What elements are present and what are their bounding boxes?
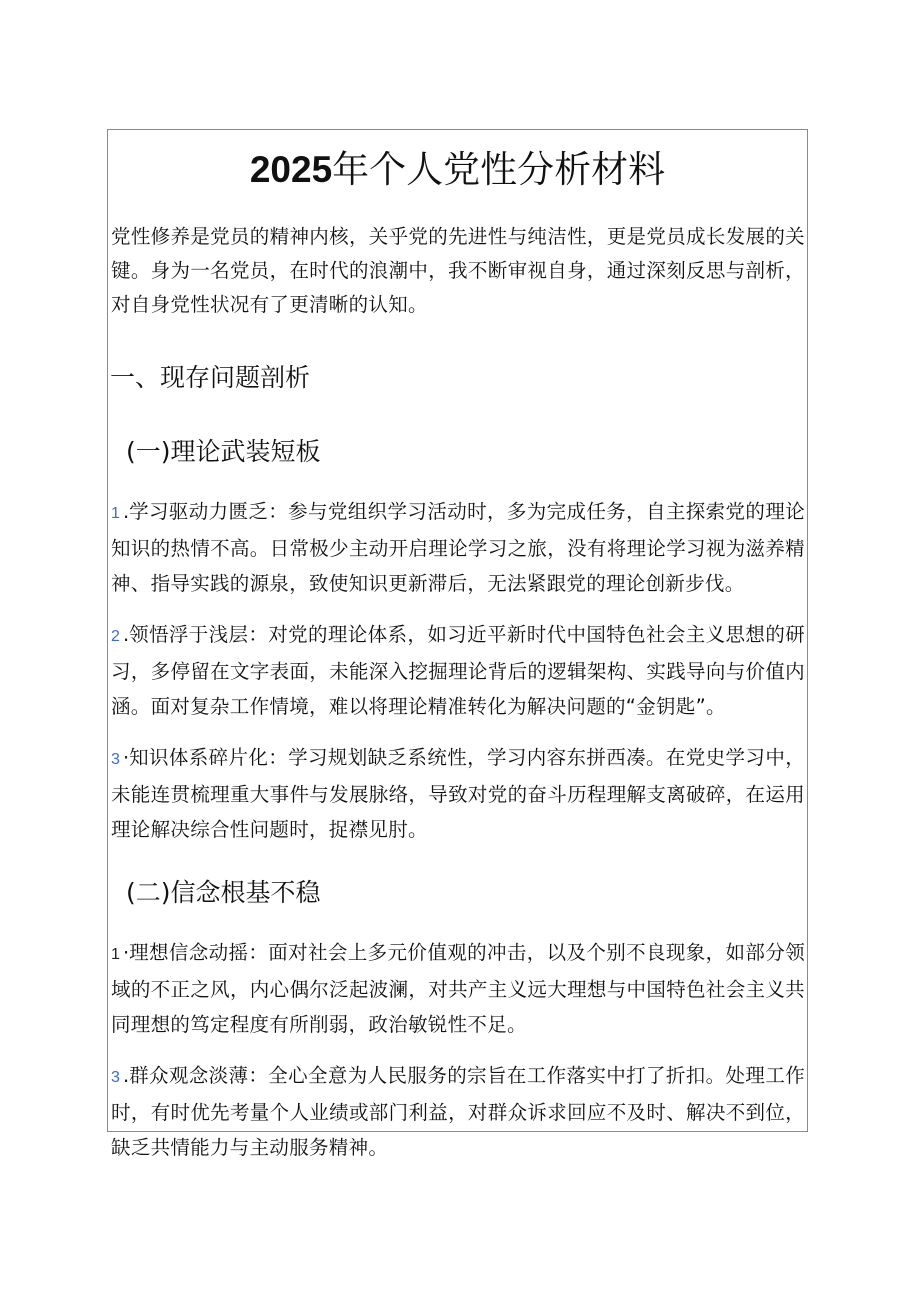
item-separator: · [123,746,130,769]
item-text: 领悟浮于浅层：对党的理论体系，如习近平新时代中国特色社会主义思想的研习，多停留在文字表面，未能深入挖掘理论背后的逻辑架构、实践导向与价值内涵。面对复杂工作情境，难以将理论精准转化为解决问题的“金钥匙”。 [111,623,805,718]
subsection-heading-theory: (一)理论武装短板 [126,437,321,466]
list-item [108,617,807,724]
subsection-heading-belief: (二)信念根基不稳 [126,878,321,907]
list-item [108,1058,807,1165]
item-text: 知识体系碎片化：学习规划缺乏系统性，学习内容东拼西凑。在党史学习中，未能连贯梳理重大事件与发展脉络，导致对党的奋斗历程理解支离破碎，在运用理论解决综合性问题时，捉襟见肘。 [111,746,805,841]
section-heading-problems: 一、现存问题剖析 [110,363,311,392]
document-page [107,129,808,1159]
item-number: 2 [111,628,121,645]
title-text: 年个人党性分析材料 [332,148,666,191]
item-number: 1 [111,505,121,522]
item-number: 3 [111,1069,121,1086]
item-text: 理想信念动摇：面对社会上多元价值观的冲击，以及个别不良现象，如部分领域的不正之风，内心偶尔泛起波澜，对共产主义远大理想与中国特色社会主义共同理想的笃定程度有所削弱，政治敏锐性不足。 [111,941,805,1036]
list-item [108,494,807,601]
item-text: 学习驱动力匮乏：参与党组织学习活动时，多为完成任务，自主探索党的理论知识的热情不高。日常极少主动开启理论学习之旅，没有将理论学习视为滋养精神、指导实践的源泉，致使知识更新滞后，无法紧跟党的理论创新步伐。 [111,500,805,595]
item-separator: . [123,1064,130,1087]
document-title [108,148,807,192]
item-text: 群众观念淡薄：全心全意为人民服务的宗旨在工作落实中打了折扣。处理工作时，有时优先考量个人业绩或部门利益，对群众诉求回应不及时、解决不到位，缺乏共情能力与主动服务精神。 [111,1064,805,1159]
item-separator: · [123,941,130,964]
item-separator: . [123,500,130,523]
item-separator: . [123,623,130,646]
list-item [108,740,807,847]
list-item [108,935,807,1042]
intro-paragraph: 党性修养是党员的精神内核，关乎党的先进性与纯洁性，更是党员成长发展的关键。身为一名党员，在时代的浪潮中，我不断审视自身，通过深刻反思与剖析，对自身党性状况有了更清晰的认知。 [111,225,805,316]
title-year: 2025 [249,149,333,190]
item-number: 1 [111,946,121,963]
item-number: 3 [111,751,121,768]
